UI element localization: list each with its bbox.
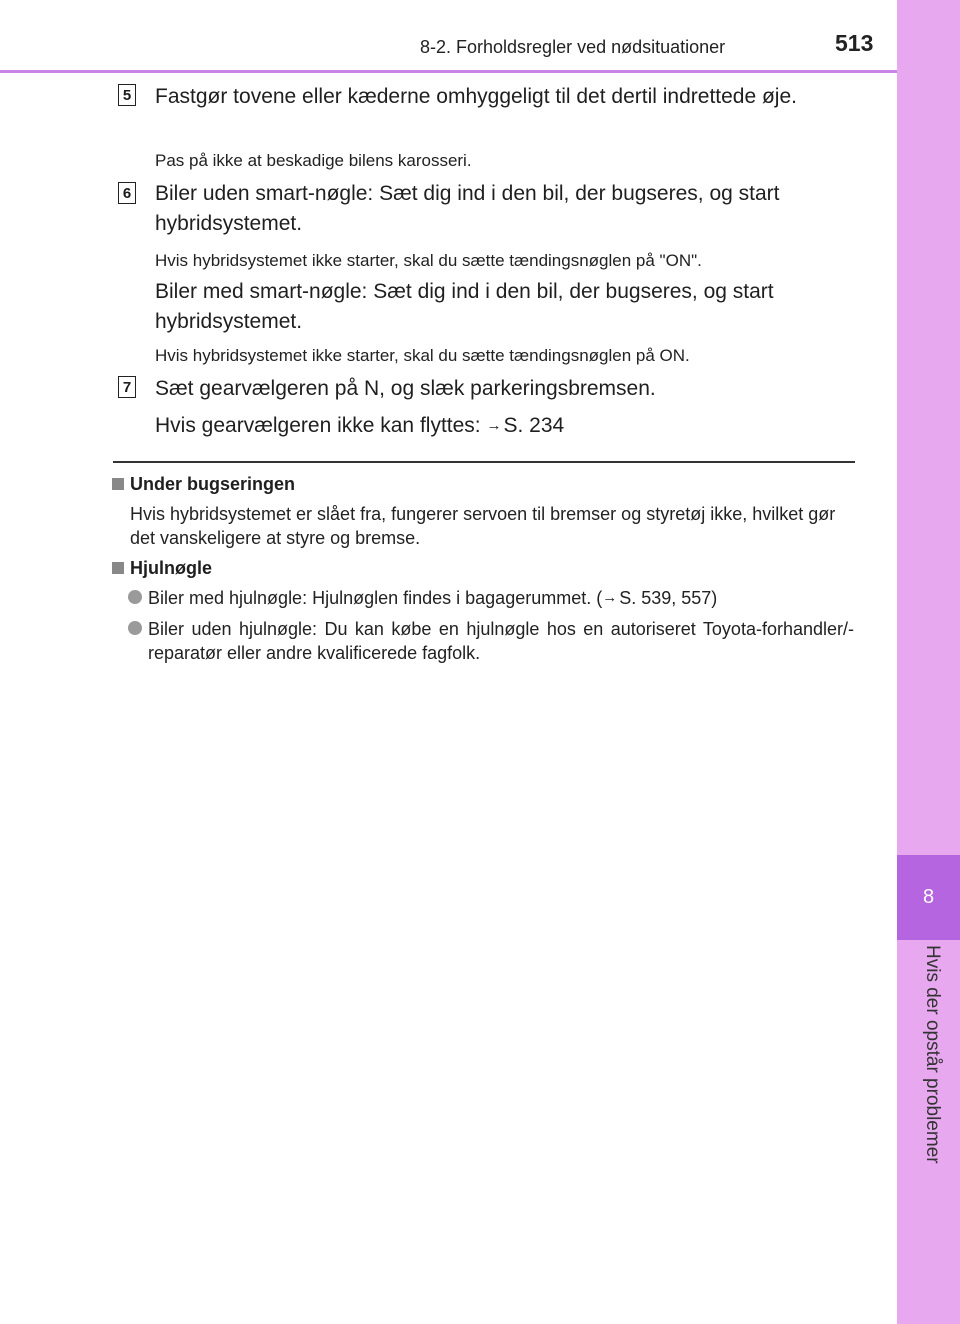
- bullet-dot-icon: [128, 621, 142, 635]
- section-divider: [113, 461, 855, 463]
- step-6-text: Biler uden smart-nøgle: Sæt dig ind i den bil, der bugseres, og start hybridsystemet.: [155, 182, 780, 235]
- section-heading-under-bugseringen: [112, 472, 295, 496]
- section-title: Hjulnøgle: [130, 558, 212, 578]
- chapter-number-tab: 8: [897, 855, 960, 940]
- step-5-text: Fastgør tovene eller kæderne omhyggeligt til det dertil indrettede øje.: [155, 85, 797, 108]
- chapter-title: Hvis der opstår problemer: [922, 945, 943, 1164]
- section-body: Hvis hybridsystemet er slået fra, fungerer servoen til bremser og styretøj ikke, hvilket gør det vanskeligere at styre og bremse.: [130, 504, 836, 548]
- arrow-right-icon: →: [602, 589, 618, 606]
- bullet-item: Biler uden hjulnøgle: Du kan købe en hjulnøgle hos en autoriseret Toyota-forhandler/-reparatør eller andre kvalificerede fagfolk.: [148, 619, 854, 663]
- section-title: Under bugseringen: [130, 474, 296, 494]
- bullet-item: [148, 586, 854, 612]
- step-6-text-2: Biler med smart-nøgle: Sæt dig ind i den bil, der bugseres, og start hybridsystemet.: [155, 280, 774, 333]
- step-5-note: Pas på ikke at beskadige bilens karosseri.: [155, 151, 472, 170]
- step-7-reference: [155, 411, 848, 443]
- bullet-text-prefix: Biler med hjulnøgle: Hjulnøglen findes i bagagerummet. (: [148, 588, 603, 608]
- step-7-text: Sæt gearvælgeren på N, og slæk parkeringsbremsen.: [155, 377, 656, 400]
- step-6-note: Hvis hybridsystemet ikke starter, skal du sætte tændingsnøglen på "ON".: [155, 251, 702, 270]
- step-7-ref-prefix: Hvis gearvælgeren ikke kan flyttes:: [155, 414, 487, 437]
- step-number-5: 5: [118, 84, 136, 106]
- section-header: 8-2. Forholdsregler ved nødsituationer: [420, 37, 726, 57]
- page-reference-link[interactable]: S. 234: [503, 414, 565, 437]
- square-bullet-icon: [112, 478, 124, 490]
- step-number-6: 6: [118, 182, 136, 204]
- page-number: 513: [835, 30, 874, 56]
- header-rule: [0, 70, 897, 73]
- arrow-right-icon: →: [486, 417, 502, 434]
- step-6-note-2: Hvis hybridsystemet ikke starter, skal du sætte tændingsnøglen på ON.: [155, 346, 690, 365]
- square-bullet-icon: [112, 562, 124, 574]
- page-reference-link[interactable]: S. 539, 557): [619, 588, 718, 608]
- bullet-dot-icon: [128, 590, 142, 604]
- step-number-7: 7: [118, 376, 136, 398]
- section-heading-hjulnogle: [112, 556, 212, 580]
